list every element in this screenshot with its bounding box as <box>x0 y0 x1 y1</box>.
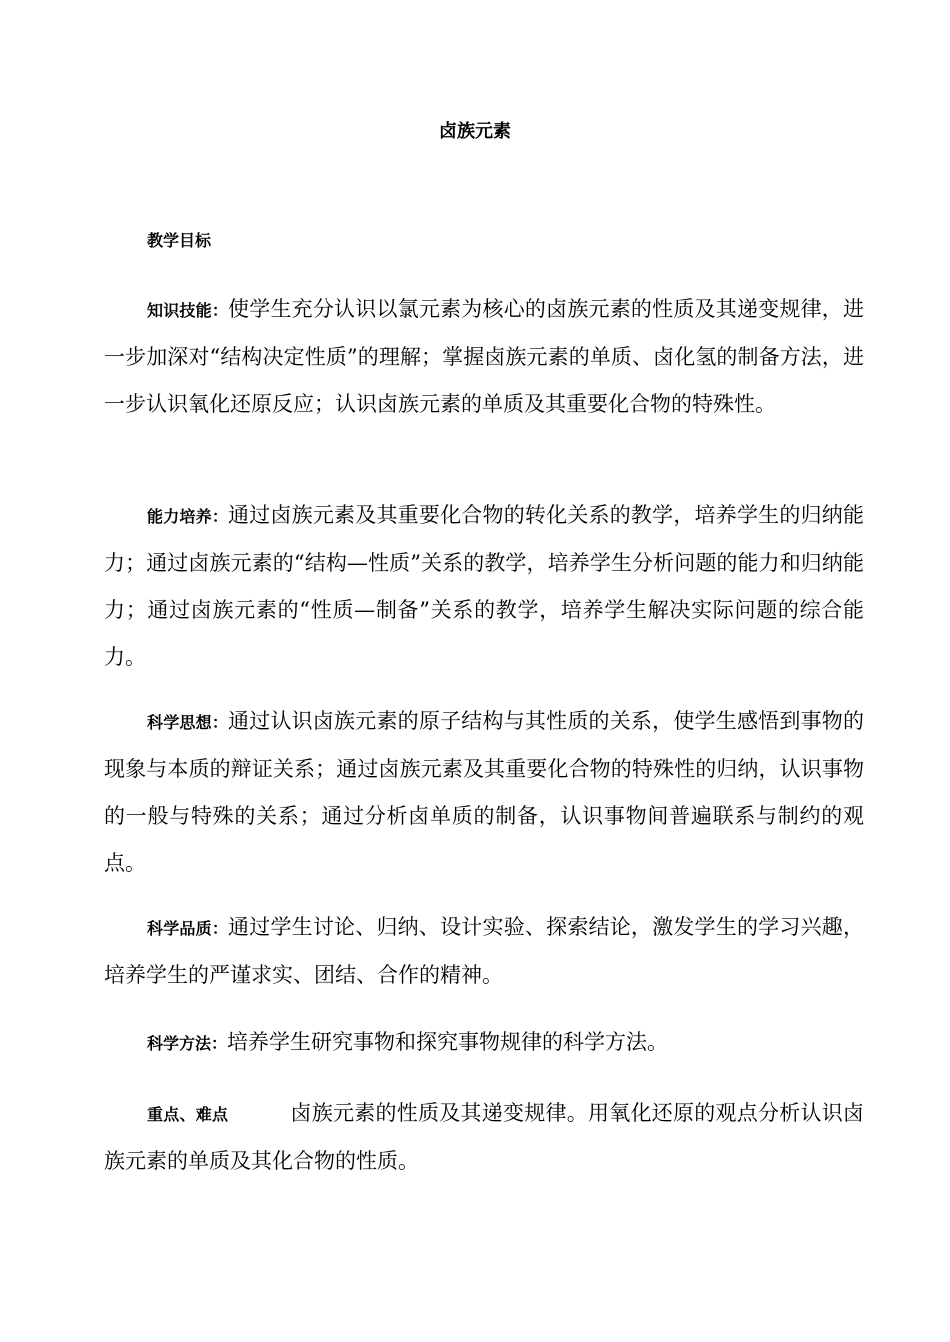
paragraph-knowledge-skills <box>104 286 864 428</box>
paragraph-ability-training <box>104 492 864 681</box>
paragraph-key-difficult-points <box>104 1090 864 1185</box>
paragraph-label: 科学思想： <box>147 713 229 732</box>
paragraph-scientific-method <box>104 1019 864 1067</box>
paragraph-label: 科学方法： <box>147 1034 228 1053</box>
paragraph-text: 通过认识卤族元素的原子结构与其性质的关系，使学生感悟到事物的现象与本质的辩证关系；通过卤族元素及其重要化合物的特殊性的归纳，认识事物的一般与特殊的关系；通过分析卤单质的制备，认识事物间普遍联系与制约的观点。 <box>104 709 864 875</box>
paragraph-text: 培养学生研究事物和探究事物规律的科学方法。 <box>227 1030 669 1054</box>
paragraph-scientific-quality <box>104 904 864 999</box>
paragraph-text: 卤族元素的性质及其递变规律。用氧化还原的观点分析认识卤族元素的单质及其化合物的性质。 <box>104 1101 864 1173</box>
section-heading: 教学目标 <box>147 231 212 250</box>
paragraph-label: 科学品质： <box>147 919 229 938</box>
paragraph-label: 知识技能： <box>147 301 229 320</box>
paragraph-text: 使学生充分认识以氯元素为核心的卤族元素的性质及其递变规律，进一步加深对“结构决定性质”的理解；掌握卤族元素的单质、卤化氢的制备方法，进一步认识氧化还原反应；认识卤族元素的单质及其重要化合物的特殊性。 <box>104 297 864 416</box>
paragraph-label: 能力培养： <box>147 507 229 526</box>
paragraph-text: 通过学生讨论、归纳、设计实验、探索结论，激发学生的学习兴趣，培养学生的严谨求实、团结、合作的精神。 <box>104 915 864 987</box>
paragraph-scientific-thinking <box>104 698 864 887</box>
document-title: 卤族元素 <box>439 121 511 142</box>
paragraph-text: 通过卤族元素及其重要化合物的转化关系的教学，培养学生的归纳能力；通过卤族元素的“结构—性质”关系的教学，培养学生分析问题的能力和归纳能力；通过卤族元素的“性质—制备”关系的教学，培养学生解决实际问题的综合能力。 <box>104 503 864 669</box>
paragraph-label: 重点、难点 <box>147 1105 229 1124</box>
